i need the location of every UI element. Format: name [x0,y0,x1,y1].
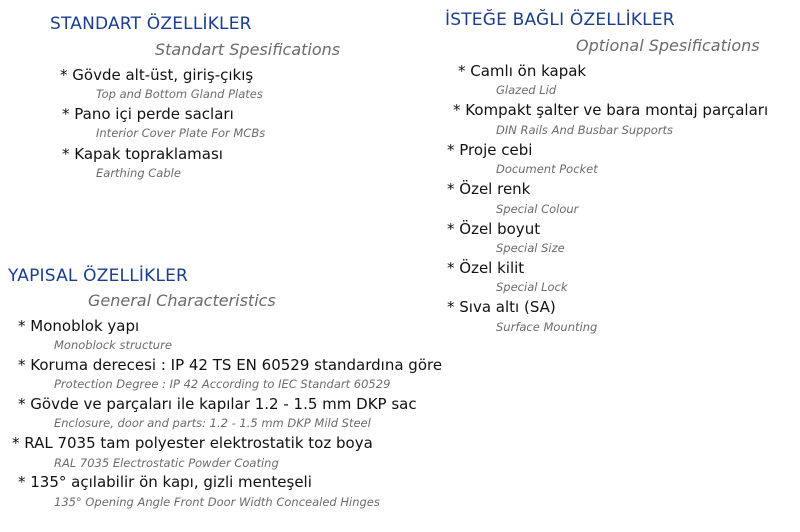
general-item-label: * Gövde ve parçaları ile kapılar 1.2 - 1.5 mm DKP sac [18,395,417,413]
general-item-label: * 135° açılabilir ön kapı, gizli menteşeli [18,473,312,491]
optional-item-sub: Document Pocket [496,162,598,176]
optional-item-label: * Sıva altı (SA) [447,298,556,316]
general-title: YAPISAL ÖZELLİKLER [8,266,189,286]
optional-item-label: * Özel kilit [447,259,525,277]
general-item-sub: RAL 7035 Electrostatic Powder Coating [54,456,279,470]
general-item-sub: 135° Opening Angle Front Door Width Concealed Hinges [54,495,380,509]
optional-item-label: * Proje cebi [447,141,533,159]
standard-item-label: * Gövde alt-üst, giriş-çıkış [60,66,254,84]
standard-item-label: * Kapak topraklaması [62,145,223,163]
general-item-sub: Enclosure, door and parts: 1.2 - 1.5 mm DKP Mild Steel [54,416,371,430]
general-item-label: * Koruma derecesi : IP 42 TS EN 60529 standardına göre [18,356,443,374]
standard-item-sub: Earthing Cable [96,166,181,180]
general-subtitle: General Characteristics [88,291,276,310]
standard-item-label: * Pano içi perde sacları [62,105,234,123]
general-item-sub: Protection Degree : IP 42 According to IEC Standart 60529 [54,377,391,391]
standard-item-sub: Interior Cover Plate For MCBs [96,126,266,140]
standard-item-sub: Top and Bottom Gland Plates [96,87,263,101]
general-item-sub: Monoblock structure [54,338,172,352]
optional-item-sub: DIN Rails And Busbar Supports [496,123,674,137]
optional-item-sub: Surface Mounting [496,320,598,334]
standard-subtitle: Standart Spesifications [155,40,341,59]
optional-item-label: * Özel boyut [447,220,541,238]
optional-item-label: * Özel renk [447,180,531,198]
optional-item-label: * Camlı ön kapak [458,62,587,80]
optional-item-sub: Special Colour [496,202,579,216]
optional-title: İSTEĞE BAĞLI ÖZELLİKLER [445,10,675,30]
standard-title: STANDART ÖZELLİKLER [50,14,252,34]
optional-item-sub: Special Lock [496,280,568,294]
optional-item-label: * Kompakt şalter ve bara montaj parçaları [453,101,769,119]
optional-item-sub: Special Size [496,241,565,255]
optional-item-sub: Glazed Lid [496,83,557,97]
general-item-label: * Monoblok yapı [18,317,140,335]
optional-subtitle: Optional Spesifications [576,36,760,55]
general-item-label: * RAL 7035 tam polyester elektrostatik toz boya [12,434,373,452]
